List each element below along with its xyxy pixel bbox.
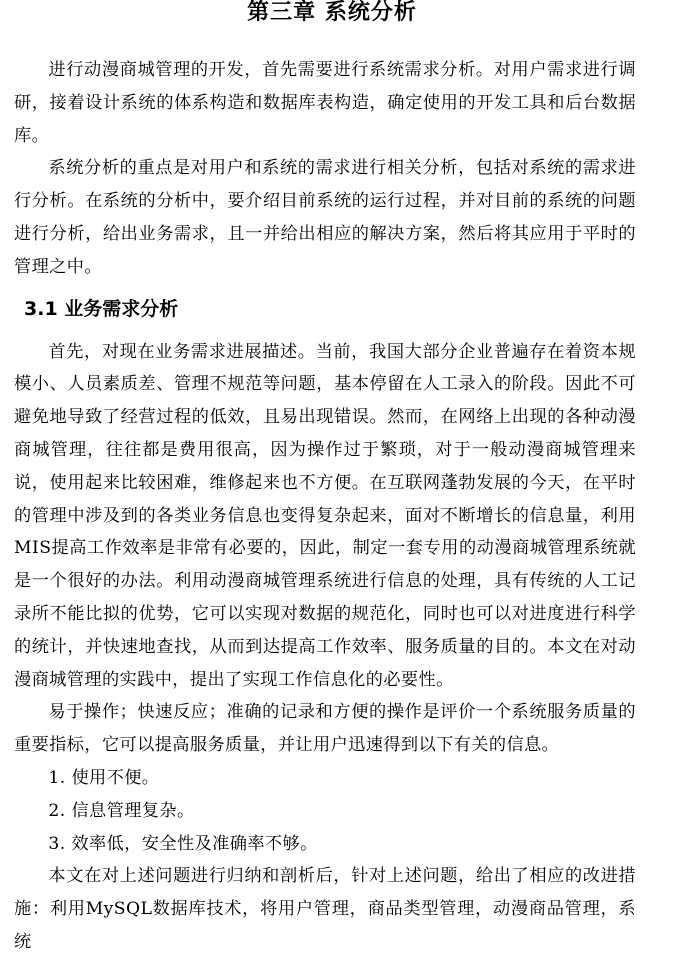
list-item-3: 3. 效率低，安全性及准确率不够。 <box>48 833 318 854</box>
closing-paragraph: 本文在对上述问题进行归纳和剖析后，针对上述问题，给出了相应的改进措施：利用MySQL数据库技术，将用户管理，商品类型管理，动漫商品管理，系统 <box>14 866 636 952</box>
document-page <box>14 0 636 959</box>
intro-paragraph-2: 系统分析的重点是对用户和系统的需求进行相关分析，包括对系统的需求进行分析。在系统的分析中，要介绍目前系统的运行过程，并对目前的系统的问题进行分析，给出业务需求，且一并给出相应的解决方案，然后将其应用于平时的管理之中。 <box>14 158 636 277</box>
section-paragraph-2: 易于操作；快速反应；准确的记录和方便的操作是评价一个系统服务质量的重要指标，它可以提高服务质量，并让用户迅速得到以下有关的信息。 <box>14 702 636 756</box>
section-paragraph-1: 首先，对现在业务需求进展描述。当前，我国大部分企业普遍存在着资本规模小、人员素质差、管理不规范等问题，基本停留在人工录入的阶段。因此不可避免地导致了经营过程的低效，且易出现错误。然而，在网络上出现的各种动漫商城管理，往往都是费用很高，因为操作过于繁琐，对于一般动漫商城管理来说，使用起来比较困难，维修起来也不方便。在互联网蓬勃发展的今天，在平时的管理中涉及到的各类业务信息也变得复杂起来，面对不断增长的信息量，利用MIS提高工作效率是非常有必要的，因此，制定一套专用的动漫商城管理系统就是一个很好的办法。利用动漫商城管理系统进行信息的处理，具有传统的人工记录所不能比拟的优势，它可以实现对数据的规范化，同时也可以对进度进行科学的统计，并快速地查找，从而到达提高工作效率、服务质量的目的。本文在对动漫商城管理的实践中，提出了实现工作信息化的必要性。 <box>14 341 636 690</box>
list-item-1: 1. 使用不便。 <box>48 767 160 788</box>
intro-paragraph-1: 进行动漫商城管理的开发，首先需要进行系统需求分析。对用户需求进行调研，接着设计系统的体系构造和数据库表构造，确定使用的开发工具和后台数据库。 <box>14 60 636 146</box>
chapter-title: 第三章 系统分析 <box>247 0 417 25</box>
section-title: 3.1 业务需求分析 <box>24 297 179 320</box>
list-item-2: 2. 信息管理复杂。 <box>48 800 195 821</box>
